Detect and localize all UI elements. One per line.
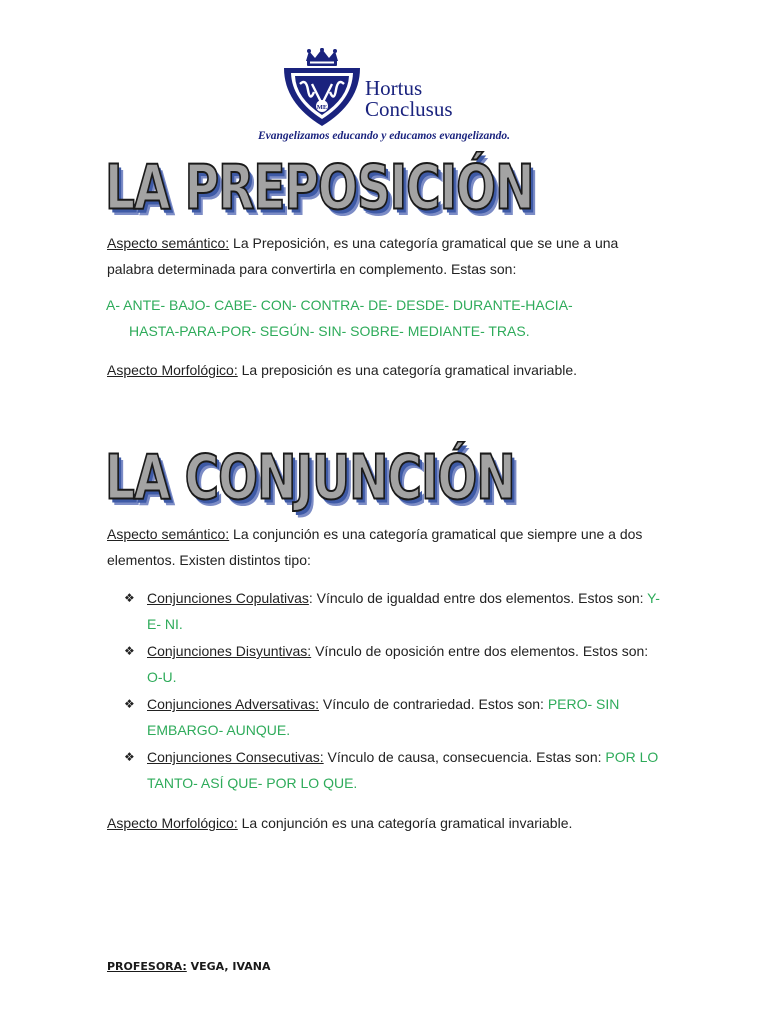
preposicion-list bbox=[106, 292, 666, 344]
school-logo bbox=[234, 48, 534, 148]
morph-text: La preposición es una categoría gramatical invariable. bbox=[237, 362, 578, 378]
conjunction-type-label: Conjunciones Disyuntivas: bbox=[147, 643, 312, 659]
logo-name-line2: Conclusus bbox=[365, 97, 453, 121]
preposicion-list-line2: HASTA-PARA-POR- SEGÚN- SIN- SOBRE- MEDIANTE- TRAS. bbox=[129, 323, 530, 339]
preposicion-list-line1: A- ANTE- BAJO- CABE- CON- CONTRA- DE- DESDE- DURANTE-HACIA- bbox=[106, 297, 573, 313]
preposicion-title: LA PREPOSICIÓN bbox=[105, 152, 534, 225]
semantic-label: Aspecto semántico: bbox=[107, 235, 230, 251]
conjunction-type-label: Conjunciones Copulativas bbox=[147, 590, 309, 606]
logo-motto: Evangelizamos educando y educamos evangelizando. bbox=[257, 130, 511, 142]
conjunction-examples: O-U. bbox=[147, 669, 177, 685]
semantic-text: La Preposición, es una categoría gramatical que se une a una palabra determinada para convertirla en complemento. Estas son: bbox=[107, 235, 619, 277]
teacher-label: PROFESORA: bbox=[107, 960, 187, 973]
semantic-text: La conjunción es una categoría gramatical que siempre une a dos elementos. Existen distintos tipo: bbox=[107, 526, 643, 568]
conjunction-examples: POR LO TANTO- ASÍ QUE- POR LO QUE. bbox=[147, 749, 659, 791]
diamond-bullet-icon: ❖ bbox=[124, 644, 135, 658]
morph-label: Aspecto Morfológico: bbox=[107, 815, 238, 831]
conjunction-types-list bbox=[124, 585, 664, 797]
logo-wordmark bbox=[365, 78, 453, 120]
monogram-text: ME bbox=[316, 104, 328, 111]
semantic-label: Aspecto semántico: bbox=[107, 526, 230, 542]
conjunction-type-text: : Vínculo de igualdad entre dos elementos. Estos son: bbox=[308, 590, 648, 606]
teacher-name: VEGA, IVANA bbox=[186, 960, 271, 973]
conjunction-examples: Y- E- NI. bbox=[147, 590, 660, 632]
logo-name-line1: Hortus bbox=[365, 76, 423, 100]
diamond-bullet-icon: ❖ bbox=[124, 591, 135, 605]
preposicion-morph-paragraph bbox=[107, 357, 667, 383]
teacher-credit bbox=[107, 960, 270, 973]
conjunction-type-text: Vínculo de oposición entre dos elementos. Estos son: bbox=[311, 643, 649, 659]
conjuncion-title: LA CONJUNCIÓN bbox=[105, 442, 515, 515]
conjunction-type-text: Vínculo de causa, consecuencia. Estas son: bbox=[323, 749, 606, 765]
preposicion-semantic-paragraph bbox=[107, 230, 667, 282]
morph-label: Aspecto Morfológico: bbox=[107, 362, 238, 378]
list-item bbox=[124, 638, 664, 690]
conjunction-type-text: Vínculo de contrariedad. Estos son: bbox=[319, 696, 548, 712]
list-item bbox=[124, 744, 664, 796]
conjuncion-morph-paragraph bbox=[107, 810, 667, 836]
list-item bbox=[124, 585, 664, 637]
conjunction-type-label: Conjunciones Adversativas: bbox=[147, 696, 319, 712]
crest-crown-icon bbox=[282, 48, 362, 128]
diamond-bullet-icon: ❖ bbox=[124, 750, 135, 764]
list-item bbox=[124, 691, 664, 743]
morph-text: La conjunción es una categoría gramatical invariable. bbox=[237, 815, 573, 831]
conjunction-type-label: Conjunciones Consecutivas: bbox=[147, 749, 324, 765]
conjuncion-semantic-paragraph bbox=[107, 521, 667, 573]
diamond-bullet-icon: ❖ bbox=[124, 697, 135, 711]
conjunction-examples: PERO- SIN EMBARGO- AUNQUE. bbox=[147, 696, 620, 738]
